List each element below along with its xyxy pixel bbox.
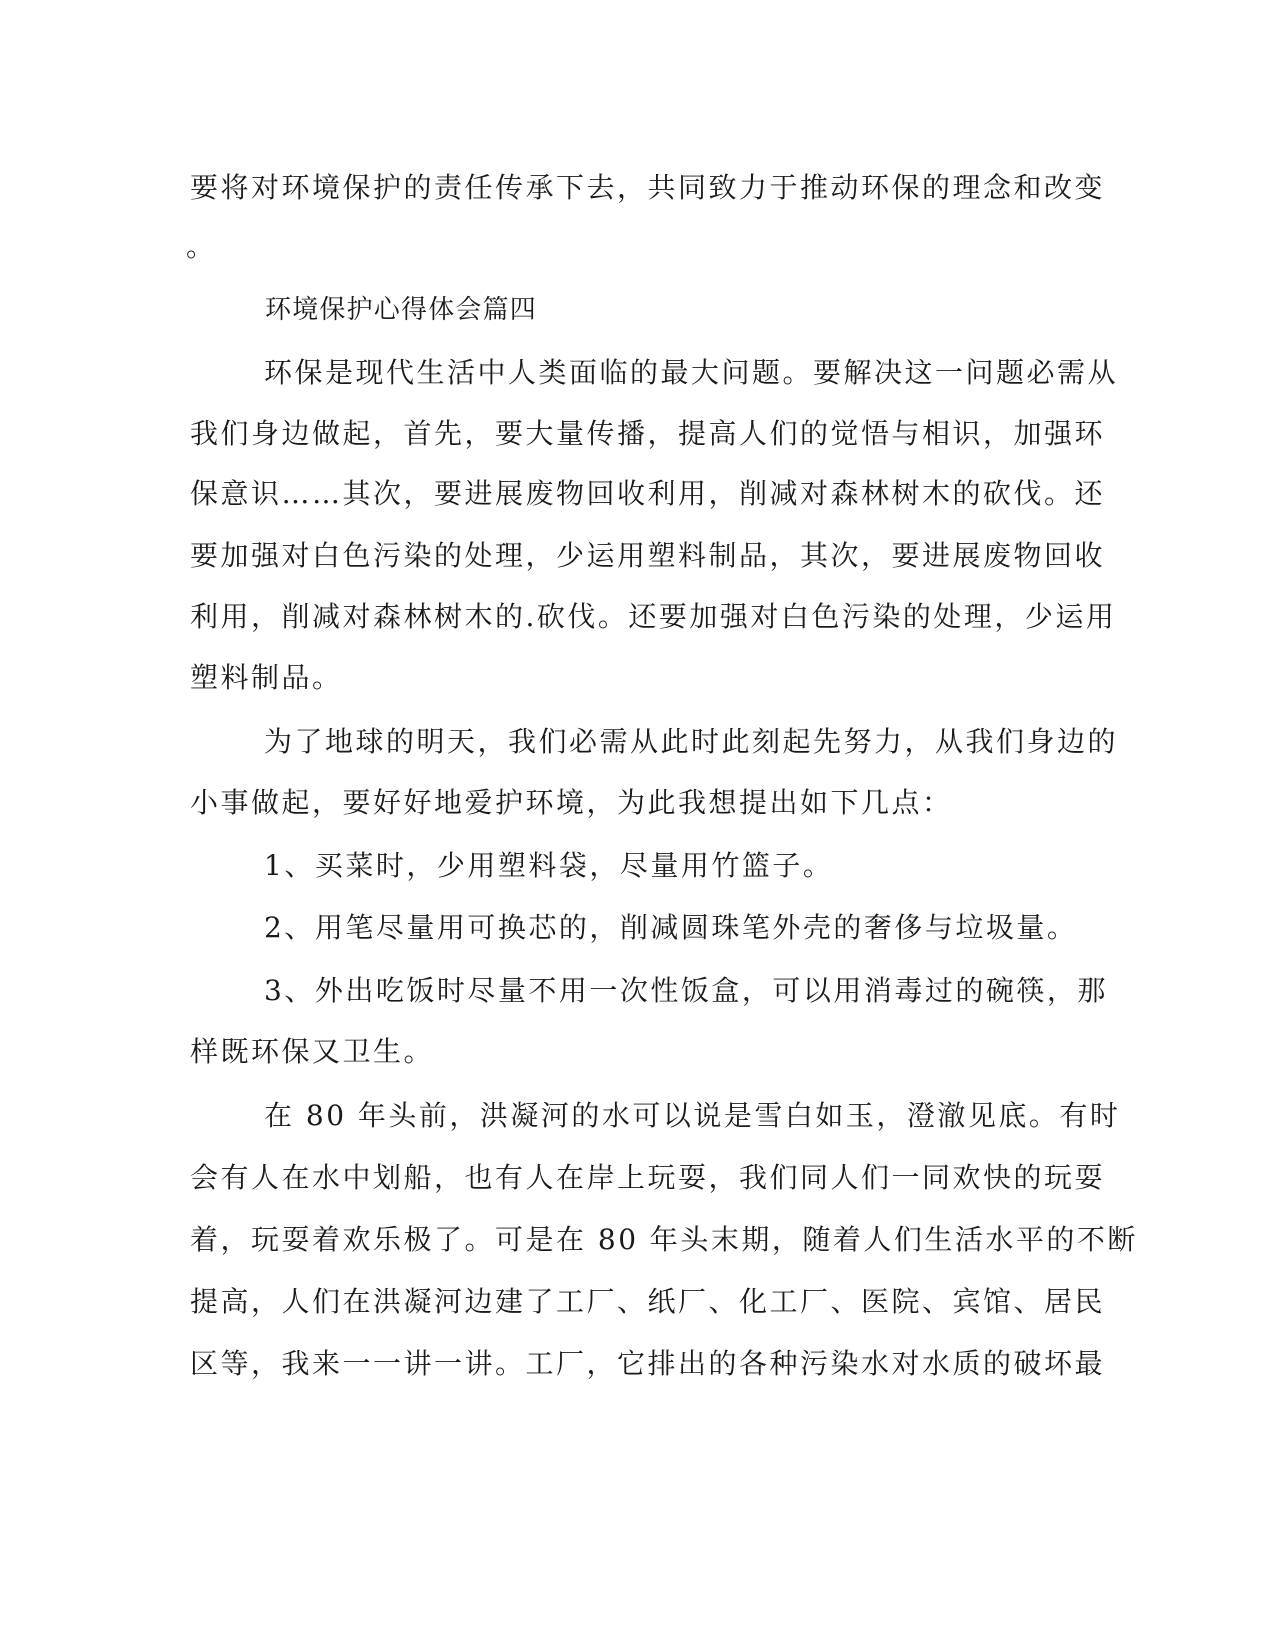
list-item: 2、用笔尽量用可换芯的，削减圆珠笔外壳的奢侈与垃圾量。 <box>264 911 1078 944</box>
text-line: 提高，人们在洪凝河边建了工厂、纸厂、化工厂、医院、宾馆、居民 <box>190 1285 1106 1318</box>
section-heading: 环境保护心得体会篇四 <box>265 295 538 325</box>
text-line: 为了地球的明天，我们必需从此时此刻起先努力，从我们身边的 <box>264 725 1119 758</box>
text-line: 样既环保又卫生。 <box>190 1035 435 1068</box>
text-line: 塑料制品。 <box>190 661 343 694</box>
text-line: 要将对环境保护的责任传承下去，共同致力于推动环保的理念和改变 <box>190 171 1106 204</box>
text-line: 要加强对白色污染的处理，少运用塑料制品，其次，要进展废物回收 <box>190 539 1106 572</box>
text-line: 。 <box>186 230 217 263</box>
list-item: 1、买菜时，少用塑料袋，尽量用竹篮子。 <box>264 849 834 882</box>
text-line: 我们身边做起，首先，要大量传播，提高人们的觉悟与相识，加强环 <box>190 417 1106 450</box>
text-line: 区等，我来一一讲一讲。工厂，它排出的各种污染水对水质的破坏最 <box>190 1347 1106 1380</box>
text-line: 在 80 年头前，洪凝河的水可以说是雪白如玉，澄澈见底。有时 <box>264 1099 1121 1132</box>
text-line: 小事做起，要好好地爱护环境，为此我想提出如下几点： <box>190 786 953 819</box>
text-line: 保意识……其次，要进展废物回收利用，削减对森林树木的砍伐。还 <box>190 477 1106 510</box>
text-line: 环保是现代生活中人类面临的最大问题。要解决这一问题必需从 <box>264 356 1119 389</box>
text-line: 着，玩耍着欢乐极了。可是在 80 年头末期，随着人们生活水平的不断 <box>190 1223 1138 1256</box>
text-line: 会有人在水中划船，也有人在岸上玩耍，我们同人们一同欢快的玩耍 <box>190 1161 1106 1194</box>
list-item: 3、外出吃饭时尽量不用一次性饭盒，可以用消毒过的碗筷，那 <box>264 974 1108 1007</box>
text-line: 利用，削减对森林树木的.砍伐。还要加强对白色污染的处理，少运用 <box>190 600 1117 633</box>
